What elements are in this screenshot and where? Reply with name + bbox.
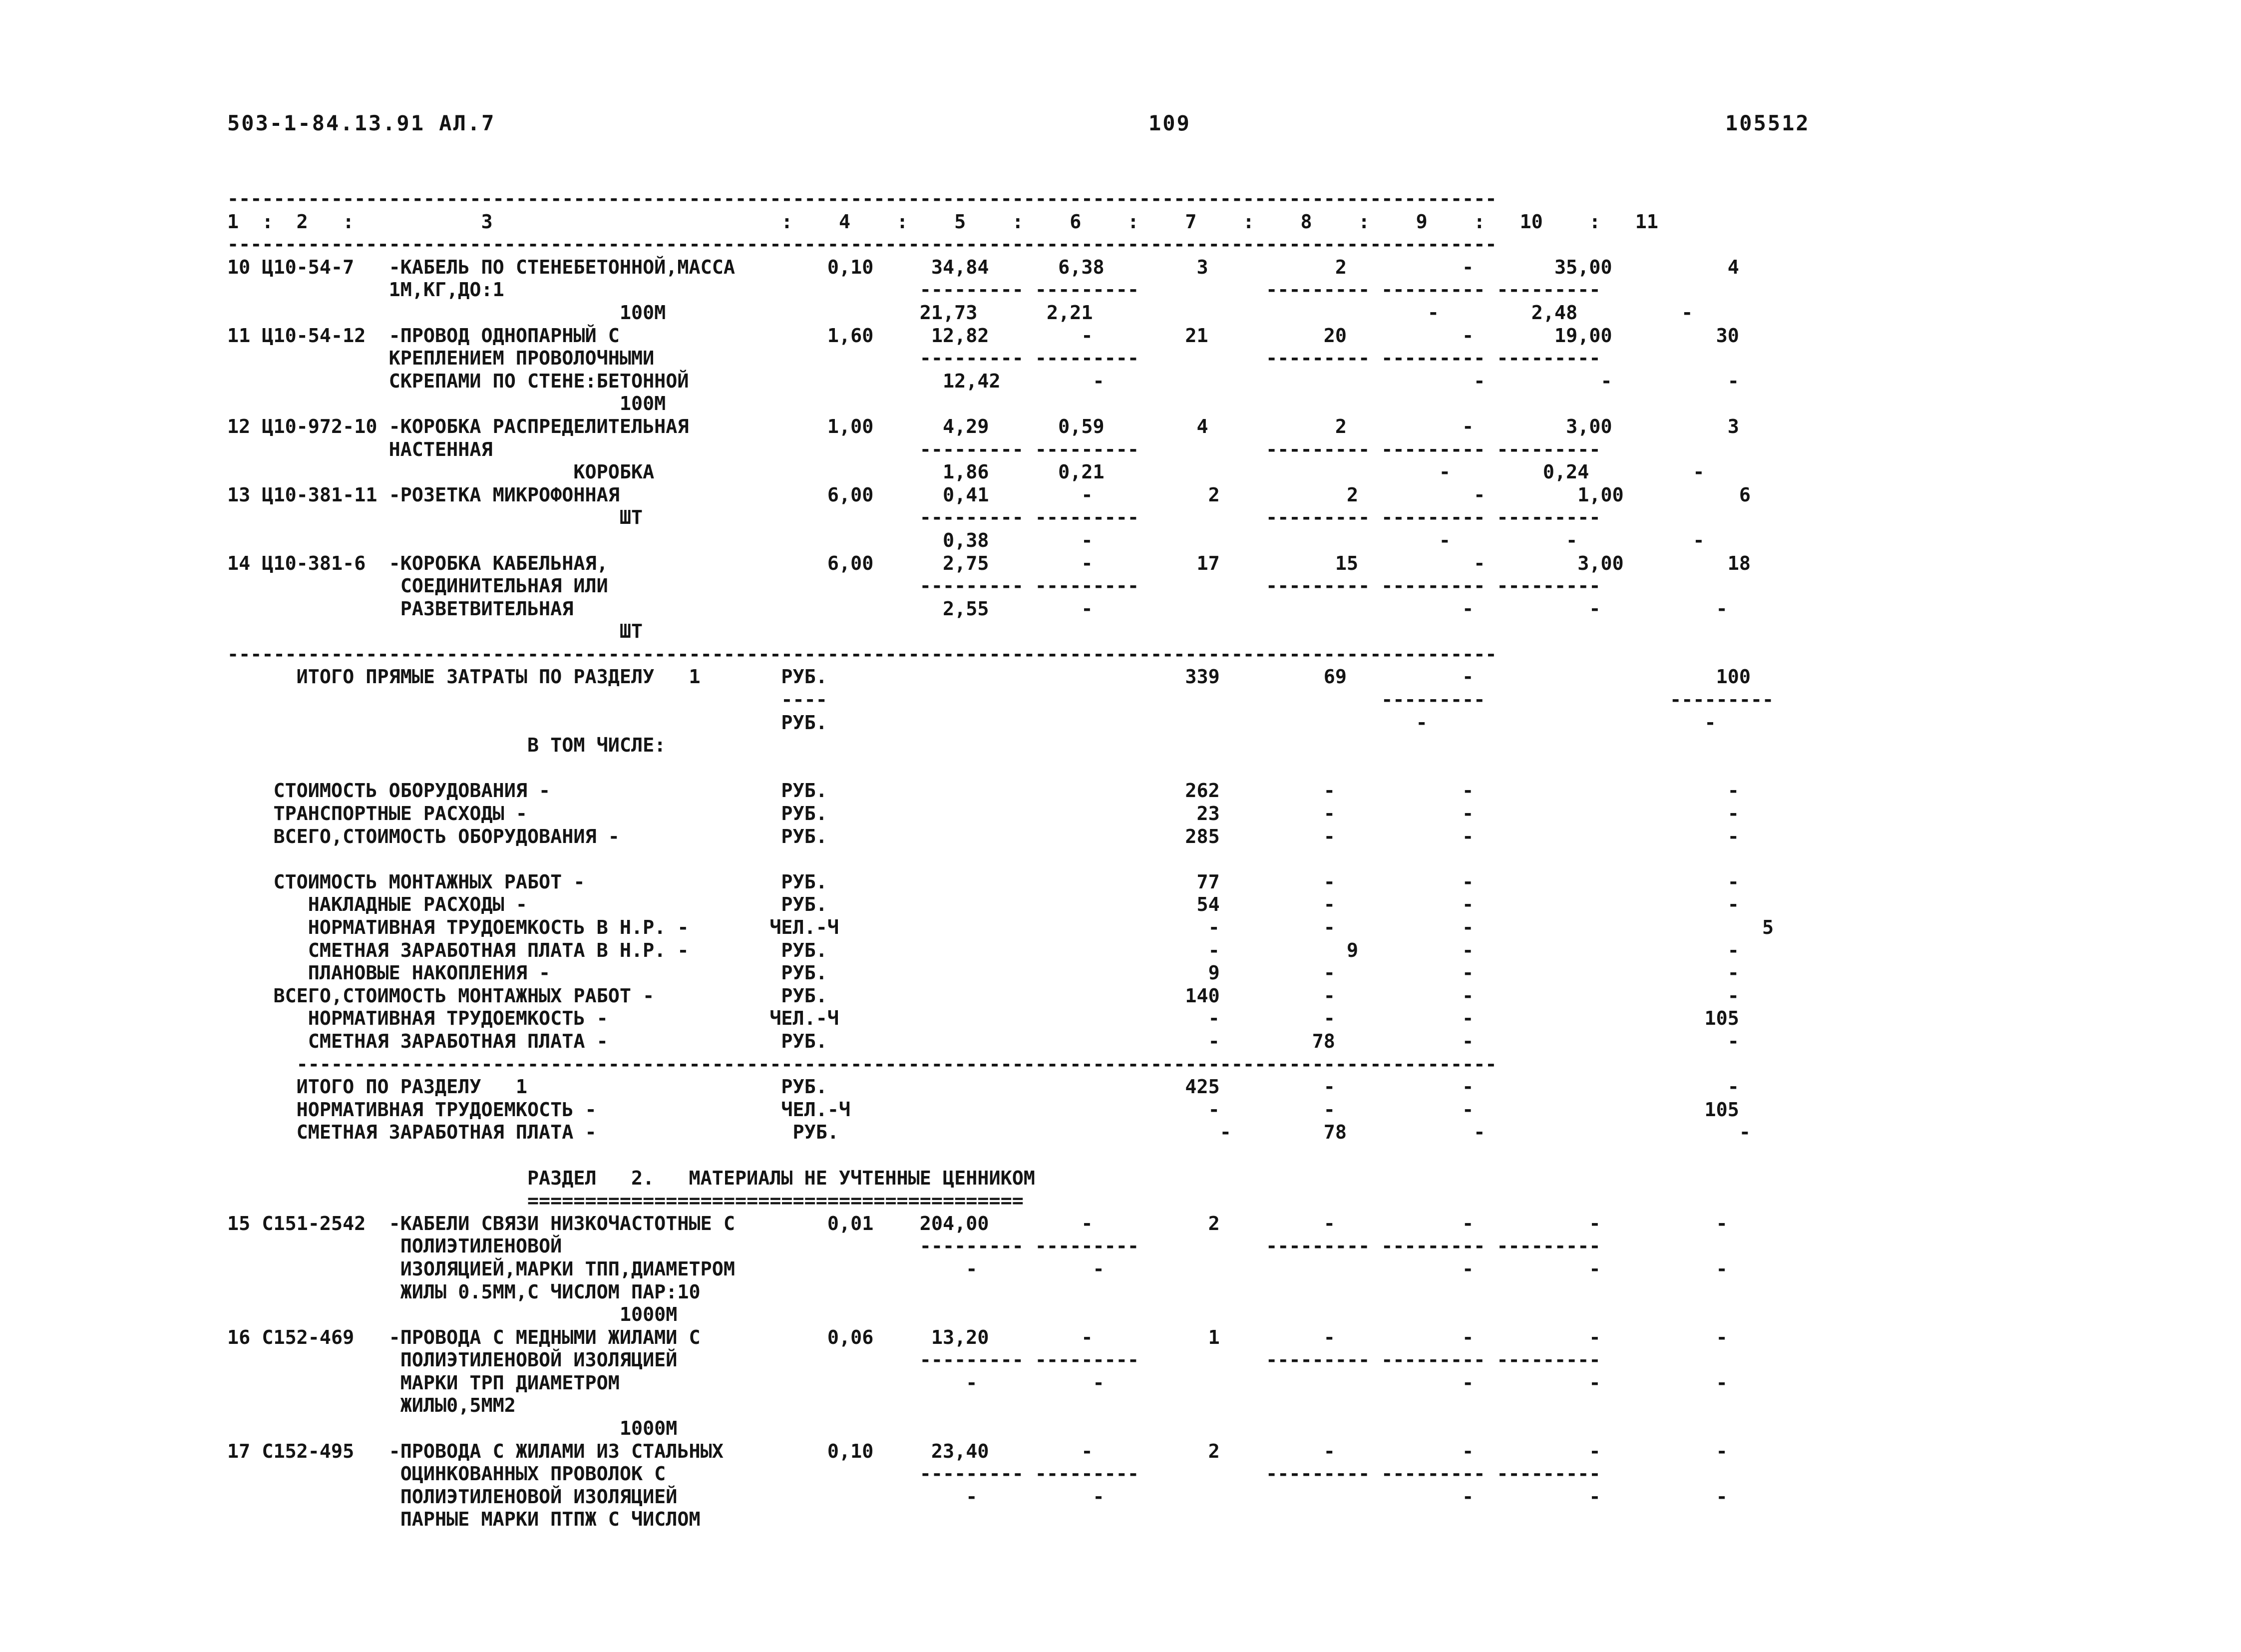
listing-line: 100М 21,73 2,21 - 2,48 - (227, 301, 1693, 324)
listing-line: ШТ --------- --------- --------- --------- --------- (227, 506, 1601, 529)
listing-line: КРЕПЛЕНИЕМ ПРОВОЛОЧНЫМИ --------- --------- --------- --------- --------- (227, 347, 1601, 370)
listing-line: КОРОБКА 1,86 0,21 - 0,24 - (227, 461, 1705, 484)
listing-line: НАСТЕННАЯ --------- --------- --------- --------- --------- (227, 438, 1601, 461)
listing-line: СМЕТНАЯ ЗАРАБОТНАЯ ПЛАТА В Н.Р. - РУБ. - 9 - - (227, 939, 1739, 962)
listing-line: РАЗДЕЛ 2. МАТЕРИАЛЫ НЕ УЧТЕННЫЕ ЦЕННИКОМ (227, 1167, 1035, 1190)
listing-line: ВСЕГО,СТОИМОСТЬ ОБОРУДОВАНИЯ - РУБ. 285 - - - (227, 825, 1739, 848)
listing-line: ИТОГО ПО РАЗДЕЛУ 1 РУБ. 425 - - - (227, 1076, 1739, 1099)
listing-line (227, 1144, 1774, 1167)
listing-line: 17 С152-495 -ПРОВОДА С ЖИЛАМИ ИЗ СТАЛЬНЫХ 0,10 23,40 - 2 - - - - (227, 1440, 1728, 1463)
listing-line: В ТОМ ЧИСЛЕ: (227, 734, 666, 757)
listing-line: 1 : 2 : 3 : 4 : 5 : 6 : 7 : 8 : 9 : 10 : 11 (227, 210, 1659, 233)
listing-line: ПОЛИЭТИЛЕНОВОЙ --------- --------- --------- --------- --------- (227, 1235, 1601, 1258)
listing-line: СМЕТНАЯ ЗАРАБОТНАЯ ПЛАТА - РУБ. - 78 - - (227, 1030, 1739, 1053)
listing-line: НОРМАТИВНАЯ ТРУДОЕМКОСТЬ - ЧЕЛ.-Ч - - - 105 (227, 1098, 1739, 1121)
listing-line: СОЕДИНИТЕЛЬНАЯ ИЛИ --------- --------- --------- --------- --------- (227, 575, 1601, 598)
estimate-listing (227, 188, 1774, 1531)
listing-line (227, 757, 1774, 780)
listing-line: 0,38 - - - - (227, 529, 1705, 552)
listing-line: ИТОГО ПРЯМЫЕ ЗАТРАТЫ ПО РАЗДЕЛУ 1 РУБ. 339 69 - 100 (227, 666, 1751, 689)
page-number: 109 (1148, 111, 1191, 135)
document-code: 503-1-84.13.91 АЛ.7 (227, 111, 496, 135)
listing-line: ПОЛИЭТИЛЕНОВОЙ ИЗОЛЯЦИЕЙ - - - - - (227, 1485, 1728, 1508)
listing-line: 13 Ц10-381-11 -РОЗЕТКА МИКРОФОННАЯ 6,00 0,41 - 2 2 - 1,00 6 (227, 483, 1751, 506)
listing-line: ЖИЛЫ0,5ММ2 (227, 1394, 516, 1417)
listing-line: ТРАНСПОРТНЫЕ РАСХОДЫ - РУБ. 23 - - - (227, 803, 1739, 826)
listing-line: СКРЕПАМИ ПО СТЕНЕ:БЕТОННОЙ 12,42 - - - - (227, 370, 1739, 393)
listing-line: 1М,КГ,ДО:1 --------- --------- --------- --------- --------- (227, 279, 1601, 302)
listing-line: 15 С151-2542 -КАБЕЛИ СВЯЗИ НИЗКОЧАСТОТНЫЕ С 0,01 204,00 - 2 - - - - (227, 1212, 1728, 1235)
listing-line: НОРМАТИВНАЯ ТРУДОЕМКОСТЬ - ЧЕЛ.-Ч - - - 105 (227, 1007, 1739, 1030)
document-number: 105512 (1725, 111, 1810, 135)
listing-line: -------------------------------------------------------------------------------------------------------------- (227, 643, 1497, 666)
listing-line: НОРМАТИВНАЯ ТРУДОЕМКОСТЬ В Н.Р. - ЧЕЛ.-Ч - - - 5 (227, 916, 1774, 939)
listing-line: -------------------------------------------------------------------------------------------------------------- (227, 233, 1497, 256)
listing-line: ШТ (227, 620, 643, 643)
listing-line: -------------------------------------------------------------------------------------------------------- (227, 1053, 1497, 1076)
listing-line: МАРКИ ТРП ДИАМЕТРОМ - - - - - (227, 1371, 1728, 1394)
listing-line: ЖИЛЫ 0.5ММ,С ЧИСЛОМ ПАР:10 (227, 1280, 701, 1303)
listing-line: -------------------------------------------------------------------------------------------------------------- (227, 188, 1497, 210)
listing-line: 16 С152-469 -ПРОВОДА С МЕДНЫМИ ЖИЛАМИ С 0,06 13,20 - 1 - - - - (227, 1326, 1728, 1349)
listing-line: СТОИМОСТЬ МОНТАЖНЫХ РАБОТ - РУБ. 77 - - - (227, 870, 1739, 893)
listing-line: 12 Ц10-972-10 -КОРОБКА РАСПРЕДЕЛИТЕЛЬНАЯ 1,00 4,29 0,59 4 2 - 3,00 3 (227, 415, 1739, 438)
listing-line: ИЗОЛЯЦИЕЙ,МАРКИ ТПП,ДИАМЕТРОМ - - - - - (227, 1257, 1728, 1280)
listing-line: СТОИМОСТЬ ОБОРУДОВАНИЯ - РУБ. 262 - - - (227, 780, 1739, 803)
listing-line: ОЦИНКОВАННЫХ ПРОВОЛОК С --------- --------- --------- --------- --------- (227, 1463, 1601, 1486)
listing-line: 11 Ц10-54-12 -ПРОВОД ОДНОПАРНЫЙ С 1,60 12,82 - 21 20 - 19,00 30 (227, 324, 1739, 347)
listing-line: РАЗВЕТВИТЕЛЬНАЯ 2,55 - - - - (227, 597, 1728, 620)
listing-line (227, 848, 1774, 871)
listing-line: ПОЛИЭТИЛЕНОВОЙ ИЗОЛЯЦИЕЙ --------- --------- --------- --------- --------- (227, 1349, 1601, 1372)
listing-line: ПАРНЫЕ МАРКИ ПТПЖ С ЧИСЛОМ (227, 1508, 701, 1531)
listing-line: ПЛАНОВЫЕ НАКОПЛЕНИЯ - РУБ. 9 - - - (227, 962, 1739, 985)
listing-line: СМЕТНАЯ ЗАРАБОТНАЯ ПЛАТА - РУБ. - 78 - - (227, 1121, 1751, 1144)
listing-line: 10 Ц10-54-7 -КАБЕЛЬ ПО СТЕНЕБЕТОННОЙ,МАССА 0,10 34,84 6,38 3 2 - 35,00 4 (227, 256, 1739, 279)
listing-line: 1000М (227, 1417, 678, 1440)
listing-line: 14 Ц10-381-6 -КОРОБКА КАБЕЛЬНАЯ, 6,00 2,75 - 17 15 - 3,00 18 (227, 552, 1751, 575)
listing-line: НАКЛАДНЫЕ РАСХОДЫ - РУБ. 54 - - - (227, 893, 1739, 916)
listing-line: ВСЕГО,СТОИМОСТЬ МОНТАЖНЫХ РАБОТ - РУБ. 140 - - - (227, 984, 1739, 1007)
listing-line: =========================================== (227, 1190, 1024, 1213)
listing-line: 100М (227, 393, 666, 415)
listing-line: 1000М (227, 1303, 678, 1326)
listing-line: РУБ. - - (227, 711, 1716, 734)
listing-line: ---- --------- --------- (227, 689, 1774, 712)
